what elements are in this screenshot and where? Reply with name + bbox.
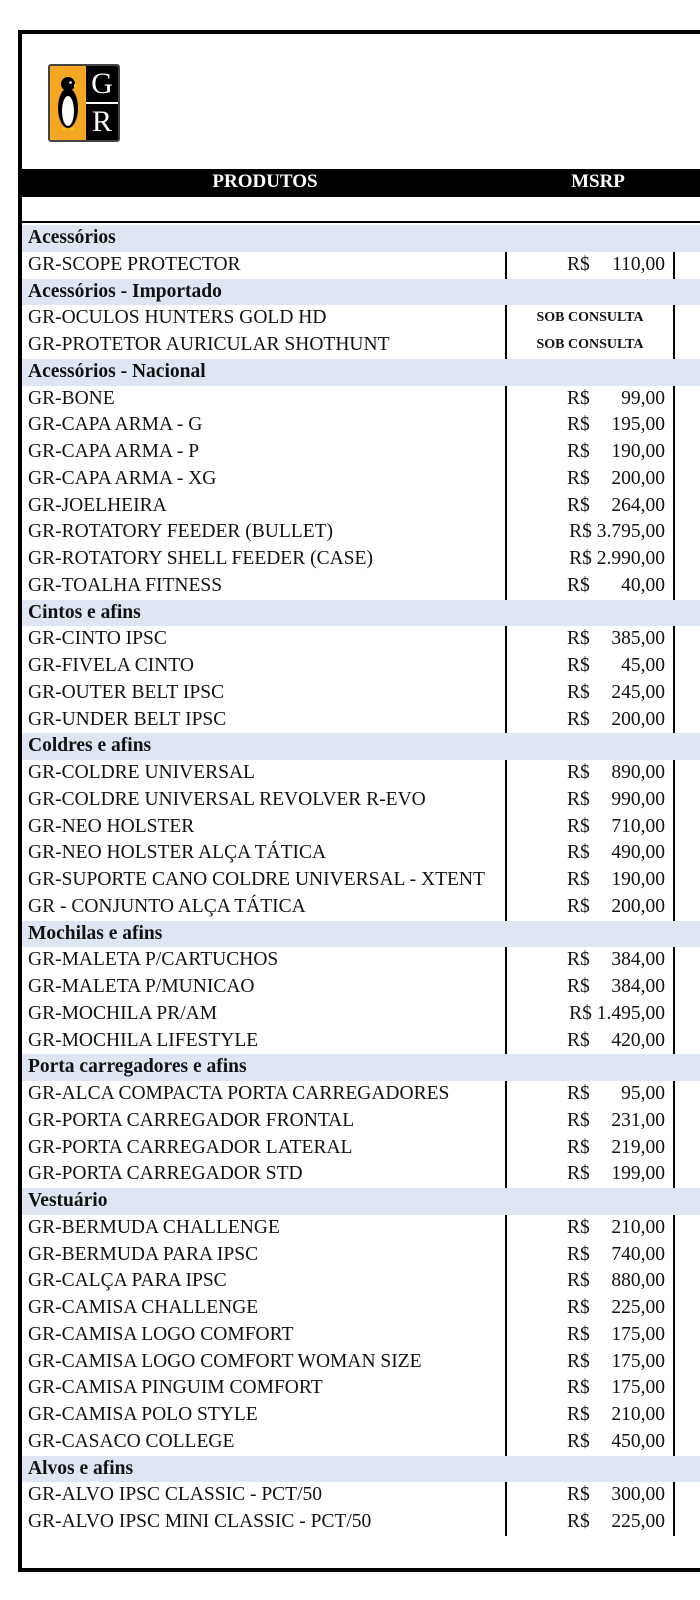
product-row [22, 546, 700, 573]
price-cell [505, 546, 675, 573]
price-value: 264,00 [611, 494, 665, 516]
product-name: GR-OCULOS HUNTERS GOLD HD [28, 307, 327, 329]
price-value: 740,00 [611, 1243, 665, 1265]
price-cell [505, 1349, 675, 1376]
price-value: 190,00 [611, 869, 665, 890]
product-name: GR-SCOPE PROTECTOR [28, 253, 241, 275]
price-value: 990,00 [611, 788, 665, 810]
product-name: GR-OUTER BELT IPSC [28, 681, 225, 703]
price-list-sheet [18, 30, 700, 1572]
category-row [22, 1188, 700, 1215]
price-cell [505, 573, 675, 600]
product-row [22, 573, 700, 600]
price-cell [505, 1268, 675, 1295]
price-value: 880,00 [611, 1270, 665, 1292]
product-row [22, 1081, 700, 1108]
product-name: GR-PORTA CARREGADOR LATERAL [28, 1136, 353, 1158]
price-value: 300,00 [611, 1484, 665, 1506]
currency-symbol: R$ [567, 788, 590, 810]
currency-symbol: R$ [567, 574, 590, 596]
currency-symbol: R$ [567, 1323, 590, 1345]
category-row [22, 1456, 700, 1483]
category-name: Cintos e afins [28, 601, 141, 623]
price-cell [505, 760, 675, 787]
product-name: GR-MOCHILA PR/AM [28, 1002, 218, 1024]
price-value: 231,00 [611, 1109, 665, 1131]
price-value: 190,00 [611, 441, 665, 462]
product-row [22, 894, 700, 921]
category-name: Porta carregadores e afins [28, 1056, 247, 1078]
price-value: 384,00 [611, 949, 665, 971]
product-name: GR-ROTATORY SHELL FEEDER (CASE) [28, 548, 373, 569]
category-row [22, 225, 700, 252]
price-value: 710,00 [611, 815, 665, 837]
price-cell [505, 519, 675, 546]
price-value: 219,00 [611, 1136, 665, 1158]
price-value: 195,00 [611, 414, 665, 436]
logo-letter-g: G [91, 67, 113, 100]
logo-letter-r: R [86, 102, 118, 140]
price-cell [505, 466, 675, 493]
product-name: GR-COLDRE UNIVERSAL REVOLVER R-EVO [28, 788, 426, 810]
currency-symbol: R$ [567, 441, 590, 462]
price-cell [505, 332, 675, 359]
price-value: 175,00 [611, 1377, 665, 1399]
product-name: GR-CINTO IPSC [28, 628, 167, 650]
product-name: GR-CAPA ARMA - G [28, 414, 203, 436]
price-value: 40,00 [621, 574, 665, 596]
product-row [22, 1028, 700, 1055]
product-table [22, 225, 700, 1536]
price-value: 200,00 [611, 467, 665, 489]
price-cell [505, 1242, 675, 1269]
penguin-icon [50, 66, 86, 140]
product-name: GR-MALETA P/MUNICAO [28, 976, 255, 997]
price-cell [505, 653, 675, 680]
price-cell [505, 1375, 675, 1402]
product-name: GR-BONE [28, 387, 115, 409]
price-value: 210,00 [611, 1216, 665, 1238]
price-value: 95,00 [621, 1083, 665, 1104]
price-cell [505, 1135, 675, 1162]
gr-logo [48, 64, 120, 142]
product-name: GR-PROTETOR AURICULAR SHOTHUNT [28, 334, 390, 355]
product-row [22, 1429, 700, 1456]
product-row [22, 814, 700, 841]
product-name: GR-SUPORTE CANO COLDRE UNIVERSAL - XTENT [28, 869, 485, 890]
price-cell [505, 974, 675, 1001]
price-value: 490,00 [611, 842, 665, 864]
product-row [22, 653, 700, 680]
currency-symbol: R$ [567, 869, 590, 890]
currency-symbol: R$ [567, 681, 590, 703]
price-cell [505, 252, 675, 279]
currency-symbol: R$ [567, 655, 590, 676]
price-value: 175,00 [611, 1323, 665, 1345]
price-cell [505, 840, 675, 867]
currency-symbol: R$ [567, 628, 590, 650]
product-row [22, 1375, 700, 1402]
header-spacer [22, 197, 700, 223]
currency-symbol: R$ [567, 387, 590, 409]
category-name: Acessórios [28, 227, 116, 248]
currency-symbol: R$ [567, 1484, 590, 1506]
price-cell [505, 1215, 675, 1242]
product-name: GR-CAMISA POLO STYLE [28, 1404, 258, 1425]
product-name: GR-CAMISA CHALLENGE [28, 1297, 259, 1318]
category-row [22, 733, 700, 760]
currency-symbol: R$ [567, 494, 590, 516]
product-name: GR-UNDER BELT IPSC [28, 708, 227, 730]
currency-symbol: R$ [567, 414, 590, 436]
price-cell [505, 1482, 675, 1509]
price-cell [505, 1322, 675, 1349]
price-cell [505, 867, 675, 894]
product-row [22, 1001, 700, 1028]
product-name: GR-TOALHA FITNESS [28, 574, 223, 596]
product-row [22, 1268, 700, 1295]
price-value: 420,00 [611, 1029, 665, 1051]
price-cell [505, 305, 675, 332]
product-name: GR-ALCA COMPACTA PORTA CARREGADORES [28, 1083, 450, 1104]
currency-symbol: R$ [567, 1216, 590, 1238]
category-name: Acessórios - Nacional [28, 360, 206, 382]
product-row [22, 1349, 700, 1376]
price-value: R$ 3.795,00 [569, 521, 665, 543]
product-name: GR-NEO HOLSTER ALÇA TÁTICA [28, 842, 327, 864]
price-value: R$ 2.990,00 [569, 548, 665, 569]
product-name: GR-CALÇA PARA IPSC [28, 1270, 227, 1292]
product-name: GR-CAMISA PINGUIM COMFORT [28, 1377, 323, 1399]
price-value: 110,00 [612, 253, 665, 275]
product-row [22, 1322, 700, 1349]
currency-symbol: R$ [567, 842, 590, 864]
product-name: GR-NEO HOLSTER [28, 815, 195, 837]
currency-symbol: R$ [567, 708, 590, 730]
currency-symbol: R$ [567, 976, 590, 997]
category-row [22, 1054, 700, 1081]
product-name: GR-FIVELA CINTO [28, 655, 194, 676]
price-value: 45,00 [621, 655, 665, 676]
product-row [22, 1402, 700, 1429]
product-row [22, 947, 700, 974]
product-name: GR-PORTA CARREGADOR FRONTAL [28, 1109, 355, 1131]
price-cell [505, 1509, 675, 1536]
category-row [22, 921, 700, 948]
price-value: 245,00 [611, 681, 665, 703]
price-note: SOB CONSULTA [536, 337, 644, 352]
column-header-products: PRODUTOS [212, 171, 318, 192]
currency-symbol: R$ [567, 762, 590, 783]
product-name: GR-ROTATORY FEEDER (BULLET) [28, 521, 334, 543]
price-value: 210,00 [611, 1404, 665, 1425]
product-row [22, 519, 700, 546]
price-cell [505, 412, 675, 439]
price-cell [505, 1161, 675, 1188]
currency-symbol: R$ [567, 1377, 590, 1399]
product-name: GR-CAMISA LOGO COMFORT WOMAN SIZE [28, 1350, 422, 1372]
currency-symbol: R$ [567, 1083, 590, 1104]
price-value: R$ 1.495,00 [569, 1002, 665, 1024]
product-row [22, 626, 700, 653]
product-row [22, 332, 700, 359]
price-value: 175,00 [611, 1350, 665, 1372]
currency-symbol: R$ [567, 949, 590, 971]
category-name: Alvos e afins [28, 1457, 134, 1479]
product-row [22, 305, 700, 332]
product-row [22, 867, 700, 894]
price-cell [505, 493, 675, 520]
price-value: 384,00 [611, 976, 665, 997]
product-row [22, 1135, 700, 1162]
product-row [22, 1482, 700, 1509]
category-name: Mochilas e afins [28, 922, 163, 944]
currency-symbol: R$ [567, 1404, 590, 1425]
product-name: GR-CAPA ARMA - XG [28, 467, 217, 489]
price-cell [505, 386, 675, 413]
product-name: GR-BERMUDA CHALLENGE [28, 1216, 280, 1238]
product-row [22, 1242, 700, 1269]
price-value: 385,00 [611, 628, 665, 650]
currency-symbol: R$ [567, 815, 590, 837]
price-value: 199,00 [611, 1163, 665, 1185]
price-value: 890,00 [611, 762, 665, 783]
currency-symbol: R$ [567, 467, 590, 489]
currency-symbol: R$ [567, 1430, 590, 1452]
category-name: Coldres e afins [28, 735, 152, 757]
price-cell [505, 626, 675, 653]
price-cell [505, 1429, 675, 1456]
price-cell [505, 947, 675, 974]
price-cell [505, 707, 675, 734]
currency-symbol: R$ [567, 1350, 590, 1372]
product-name: GR-CAMISA LOGO COMFORT [28, 1323, 294, 1345]
product-name: GR-CAPA ARMA - P [28, 441, 200, 462]
category-row [22, 279, 700, 306]
product-name: GR-BERMUDA PARA IPSC [28, 1243, 259, 1265]
product-row [22, 1295, 700, 1322]
currency-symbol: R$ [567, 895, 590, 917]
product-row [22, 840, 700, 867]
price-value: 225,00 [611, 1511, 665, 1532]
category-row [22, 600, 700, 627]
product-row [22, 680, 700, 707]
product-row [22, 412, 700, 439]
price-cell [505, 787, 675, 814]
price-cell [505, 680, 675, 707]
product-row [22, 787, 700, 814]
table-header [22, 169, 700, 197]
product-name: GR-JOELHEIRA [28, 494, 167, 516]
price-cell [505, 1295, 675, 1322]
price-cell [505, 894, 675, 921]
product-row [22, 252, 700, 279]
price-cell [505, 439, 675, 466]
currency-symbol: R$ [567, 1109, 590, 1131]
product-name: GR-ALVO IPSC MINI CLASSIC - PCT/50 [28, 1511, 372, 1532]
product-row [22, 493, 700, 520]
currency-symbol: R$ [567, 1511, 590, 1532]
product-name: GR-MALETA P/CARTUCHOS [28, 949, 279, 971]
currency-symbol: R$ [567, 253, 590, 275]
price-value: 200,00 [611, 708, 665, 730]
product-row [22, 1161, 700, 1188]
category-name: Vestuário [28, 1190, 108, 1211]
product-row [22, 707, 700, 734]
price-value: 450,00 [611, 1430, 665, 1452]
product-name: GR-ALVO IPSC CLASSIC - PCT/50 [28, 1484, 323, 1506]
price-cell [505, 1402, 675, 1429]
product-name: GR - CONJUNTO ALÇA TÁTICA [28, 895, 306, 917]
price-cell [505, 1081, 675, 1108]
currency-symbol: R$ [567, 1029, 590, 1051]
product-row [22, 1509, 700, 1536]
category-name: Acessórios - Importado [28, 280, 222, 302]
column-header-msrp: MSRP [571, 171, 625, 192]
price-value: 99,00 [621, 387, 665, 409]
category-row [22, 359, 700, 386]
product-name: GR-CASACO COLLEGE [28, 1430, 235, 1452]
price-value: 225,00 [611, 1297, 665, 1318]
price-note: SOB CONSULTA [536, 310, 644, 326]
product-row [22, 439, 700, 466]
product-name: GR-COLDRE UNIVERSAL [28, 762, 255, 783]
currency-symbol: R$ [567, 1163, 590, 1185]
currency-symbol: R$ [567, 1270, 590, 1292]
price-cell [505, 814, 675, 841]
product-row [22, 466, 700, 493]
currency-symbol: R$ [567, 1136, 590, 1158]
product-name: GR-MOCHILA LIFESTYLE [28, 1029, 259, 1051]
product-row [22, 1215, 700, 1242]
price-cell [505, 1108, 675, 1135]
product-row [22, 386, 700, 413]
product-row [22, 1108, 700, 1135]
product-name: GR-PORTA CARREGADOR STD [28, 1163, 303, 1185]
price-cell [505, 1001, 675, 1028]
product-row [22, 974, 700, 1001]
currency-symbol: R$ [567, 1297, 590, 1318]
price-value: 200,00 [611, 895, 665, 917]
currency-symbol: R$ [567, 1243, 590, 1265]
price-cell [505, 1028, 675, 1055]
product-row [22, 760, 700, 787]
